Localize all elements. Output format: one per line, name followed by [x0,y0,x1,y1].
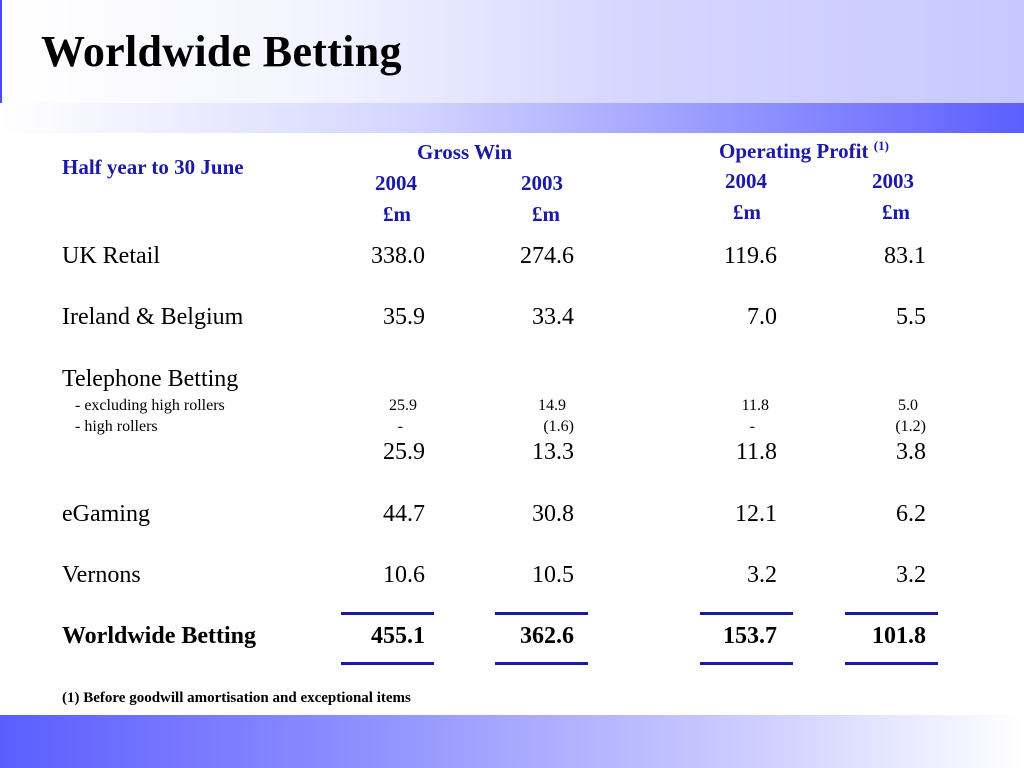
period-header: Half year to 30 June [62,155,244,179]
row-label-worldwide-betting: Worldwide Betting [62,623,257,649]
total-rule-top-op-2003 [845,612,938,615]
uk-retail-gross-win-2004: 338.0 [371,243,425,269]
high-gross-win-2004: - [397,418,403,435]
op-profit-unit-2004: £m [733,200,761,224]
telephone-gross-win-2003: 13.3 [532,439,574,465]
op-profit-year-2004: 2004 [725,169,767,193]
excl-op-profit-2003: 5.0 [898,397,918,414]
gross-win-header: Gross Win [417,140,513,164]
telephone-op-profit-2003: 3.8 [896,439,926,465]
gross-win-year-2004: 2004 [375,171,417,195]
gross-win-unit-2004: £m [383,202,411,226]
total-rule-bottom-op-2003 [845,662,938,665]
total-rule-top-gw-2003 [495,612,588,615]
telephone-gross-win-2004: 25.9 [383,439,425,465]
footnote-marker: (1) [873,138,889,153]
egaming-gross-win-2004: 44.7 [383,501,425,527]
total-gross-win-2003: 362.6 [520,623,574,649]
egaming-gross-win-2003: 30.8 [532,501,574,527]
total-rule-top-op-2004 [700,612,793,615]
vernons-op-profit-2004: 3.2 [747,562,777,588]
row-label-telephone-betting: Telephone Betting [62,366,239,392]
page-title: Worldwide Betting [41,27,402,76]
total-rule-bottom-gw-2003 [495,662,588,665]
ireland-op-profit-2003: 5.5 [896,304,926,330]
high-op-profit-2004: - [749,418,755,435]
high-op-profit-2003: (1.2) [895,418,926,435]
row-label-egaming: eGaming [62,501,150,527]
excl-op-profit-2004: 11.8 [741,397,769,414]
egaming-op-profit-2004: 12.1 [735,501,777,527]
vernons-gross-win-2004: 10.6 [383,562,425,588]
gross-win-unit-2003: £m [532,202,560,226]
operating-profit-label: Operating Profit [719,139,869,163]
total-rule-bottom-gw-2004 [341,662,434,665]
gross-win-year-2003: 2003 [521,171,563,195]
sub-label-excluding-high-rollers: - excluding high rollers [75,397,225,414]
telephone-op-profit-2004: 11.8 [735,439,777,465]
row-label-ireland-belgium: Ireland & Belgium [62,304,244,330]
egaming-op-profit-2003: 6.2 [896,501,926,527]
uk-retail-op-profit-2003: 83.1 [884,243,926,269]
row-label-uk-retail: UK Retail [62,243,160,269]
sub-label-high-rollers: - high rollers [75,418,158,435]
vernons-gross-win-2003: 10.5 [532,562,574,588]
total-op-profit-2003: 101.8 [872,623,926,649]
uk-retail-gross-win-2003: 274.6 [520,243,574,269]
total-op-profit-2004: 153.7 [723,623,777,649]
vernons-op-profit-2003: 3.2 [896,562,926,588]
total-gross-win-2004: 455.1 [371,623,425,649]
ireland-gross-win-2003: 33.4 [532,304,574,330]
ireland-gross-win-2004: 35.9 [383,304,425,330]
excl-gross-win-2004: 25.9 [389,397,417,414]
total-rule-top-gw-2004 [341,612,434,615]
operating-profit-header [719,138,889,164]
excl-gross-win-2003: 14.9 [538,397,566,414]
row-label-vernons: Vernons [62,562,141,588]
footnote: (1) Before goodwill amortisation and exceptional items [62,690,411,706]
op-profit-year-2003: 2003 [872,169,914,193]
high-gross-win-2003: (1.6) [543,418,574,435]
uk-retail-op-profit-2004: 119.6 [723,243,777,269]
top-decorative-bar [0,103,1024,133]
ireland-op-profit-2004: 7.0 [747,304,777,330]
total-rule-bottom-op-2004 [700,662,793,665]
op-profit-unit-2003: £m [882,200,910,224]
bottom-decorative-bar [0,715,1024,768]
